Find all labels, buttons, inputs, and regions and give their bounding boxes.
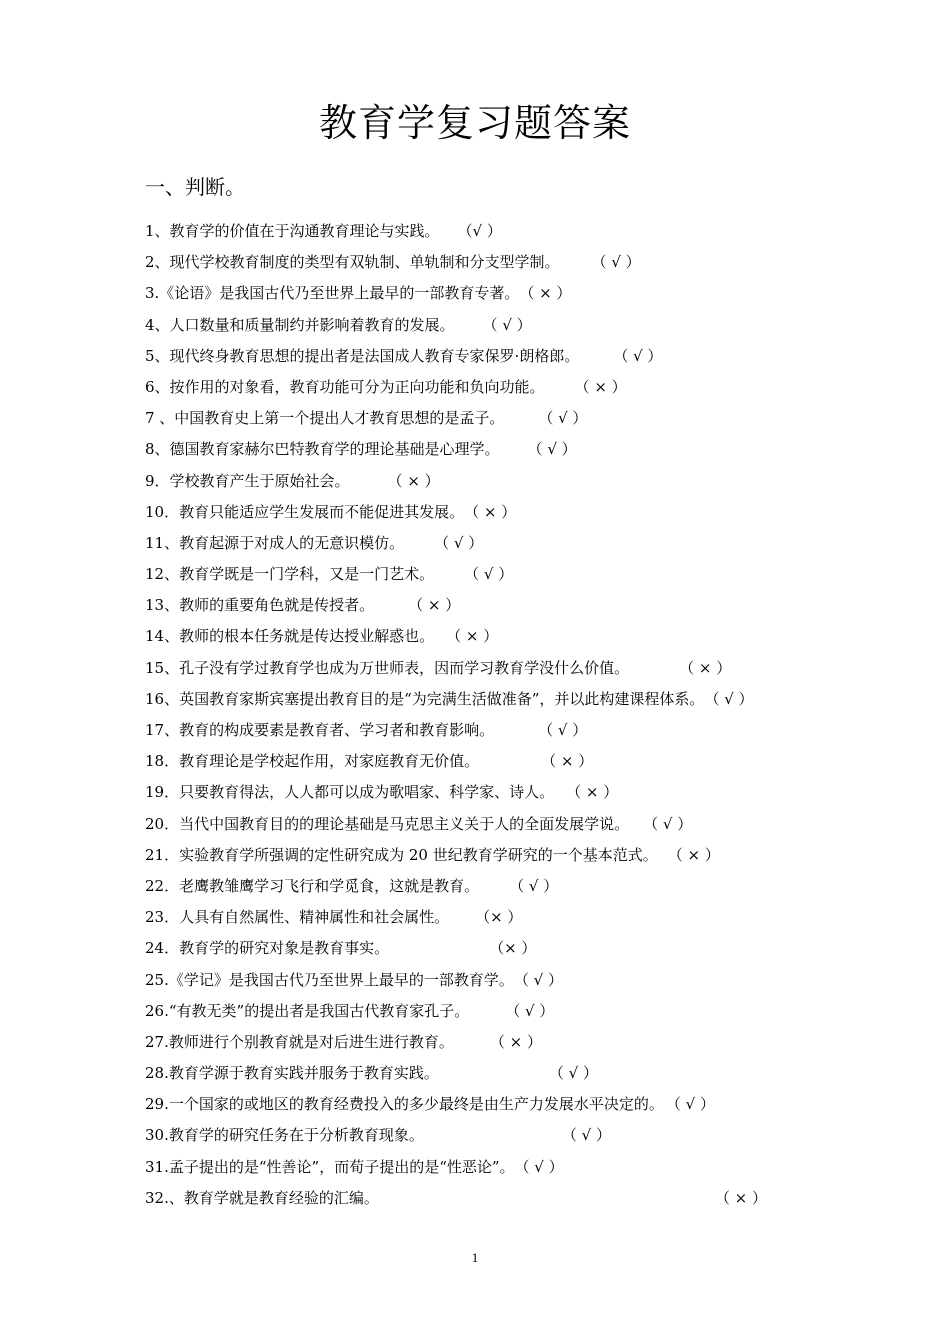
answer-mark: （ × ）: [387, 471, 440, 490]
question-text: 23．人具有自然属性、精神属性和社会属性。: [145, 908, 450, 927]
question-text: 17、教育的构成要素是教育者、学习者和教育影响。: [145, 721, 495, 739]
question-text: 10．教育只能适应学生发展而不能促进其发展。: [145, 502, 465, 521]
answer-mark: （ √ ）: [538, 409, 588, 428]
list-item: [145, 1120, 845, 1151]
list-item: [145, 777, 845, 808]
list-item: [145, 559, 845, 590]
answer-mark: （ √ ）: [505, 1001, 555, 1020]
answer-mark: （ × ）: [566, 783, 619, 802]
question-text: 20．当代中国教育目的的理论基础是马克思主义关于人的全面发展学说。: [145, 814, 630, 833]
answer-mark: （× ）: [489, 939, 537, 958]
question-text: 18．教育理论是学校起作用，对家庭教育无价值。: [145, 752, 480, 771]
question-text: 9．学校教育产生于原始社会。: [145, 471, 350, 490]
answer-mark: （× ）: [475, 908, 523, 927]
question-text: 22．老鹰教雏鹰学习飞行和学觅食，这就是教育。: [145, 876, 480, 895]
document-title: 教育学复习题答案: [318, 101, 631, 145]
list-item: [145, 216, 845, 247]
answer-mark: （ √ ）: [513, 970, 563, 989]
question-text: 7 、中国教育史上第一个提出人才教育思想的是孟子。: [145, 409, 505, 428]
answer-mark: （ √ ）: [704, 689, 754, 708]
answer-mark: （ √ ）: [434, 533, 484, 552]
answer-mark: （ √ ）: [665, 1095, 715, 1114]
question-text: 29.一个国家的或地区的教育经费投入的多少最终是由生产力发展水平决定的。: [145, 1095, 664, 1114]
question-text: 8、德国教育家赫尔巴特教育学的理论基础是心理学。: [145, 440, 500, 459]
answer-mark: （ √ ）: [464, 565, 514, 584]
list-item: [145, 341, 845, 372]
list-item: [145, 590, 845, 621]
question-text: 24．教育学的研究对象是教育事实。: [145, 939, 390, 958]
answer-mark: （ × ）: [489, 1032, 542, 1051]
question-text: 30.教育学的研究任务在于分析教育现象。: [145, 1126, 424, 1145]
list-item: [145, 434, 845, 465]
question-text: 1、教育学的价值在于沟通教育理论与实践。: [145, 222, 440, 240]
answer-mark: （ √ ）: [514, 1157, 564, 1176]
question-text: 13、教师的重要角色就是传授者。: [145, 596, 375, 615]
list-item: [145, 621, 845, 652]
list-item: [145, 310, 845, 341]
list-item: [145, 965, 845, 996]
question-text: 11、教育起源于对成人的无意识模仿。: [145, 533, 405, 552]
question-text: 14、教师的根本任务就是传达授业解惑也。: [145, 627, 435, 646]
list-item: [145, 684, 845, 715]
question-text: 15、孔子没有学过教育学也成为万世师表，因而学习教育学没什么价值。: [145, 658, 630, 677]
list-item: [145, 403, 845, 434]
list-item: [145, 653, 845, 684]
answer-mark: （ × ）: [714, 1188, 767, 1207]
list-item: [145, 278, 845, 309]
answer-mark: （ × ）: [574, 377, 627, 396]
question-text: 16、英国教育家斯宾塞提出教育目的是“为完满生活做准备”，并以此构建课程体系。: [145, 689, 705, 708]
answer-mark: （ √ ）: [591, 253, 641, 272]
answer-mark: （ × ）: [519, 284, 572, 303]
question-text: 21．实验教育学所强调的定性研究成为 20 世纪教育学研究的一个基本范式。: [145, 845, 658, 864]
list-item: [145, 1058, 845, 1089]
question-text: 4、人口数量和质量制约并影响着教育的发展。: [145, 315, 455, 334]
question-text: 32.、教育学就是教育经验的汇编。: [145, 1188, 379, 1207]
section-heading: 一、判断。: [145, 175, 245, 199]
list-item: [145, 715, 845, 746]
list-item: [145, 1152, 845, 1183]
answer-mark: （ √ ）: [509, 876, 559, 895]
question-list: [145, 216, 845, 1214]
list-item: [145, 840, 845, 871]
answer-mark: （ √ ）: [482, 315, 532, 334]
list-item: [145, 996, 845, 1027]
question-text: 3.《论语》是我国古代乃至世界上最早的一部教育专著。: [145, 284, 520, 303]
list-item: [145, 528, 845, 559]
list-item: [145, 497, 845, 528]
list-item: [145, 746, 845, 777]
list-item: [145, 1089, 845, 1120]
list-item: [145, 1183, 845, 1214]
question-text: 5、现代终身教育思想的提出者是法国成人教育专家保罗·朗格郎。: [145, 346, 580, 365]
list-item: [145, 372, 845, 403]
answer-mark: （ × ）: [679, 658, 732, 677]
question-text: 28.教育学源于教育实践并服务于教育实践。: [145, 1064, 439, 1083]
question-text: 25.《学记》是我国古代乃至世界上最早的一部教育学。: [145, 970, 514, 989]
answer-mark: （ √ ）: [613, 346, 663, 365]
list-item: [145, 466, 845, 497]
answer-mark: （ × ）: [464, 502, 517, 521]
list-item: [145, 902, 845, 933]
list-item: [145, 933, 845, 964]
answer-mark: （ √ ）: [561, 1126, 611, 1145]
answer-mark: （ √ ）: [643, 814, 693, 833]
list-item: [145, 809, 845, 840]
answer-mark: （ √ ）: [548, 1064, 598, 1083]
list-item: [145, 871, 845, 902]
list-item: [145, 1027, 845, 1058]
question-text: 27.教师进行个别教育就是对后进生进行教育。: [145, 1032, 454, 1051]
answer-mark: （ × ）: [408, 596, 461, 615]
question-text: 2、现代学校教育制度的类型有双轨制、单轨制和分支型学制。: [145, 253, 560, 272]
question-text: 26.“有教无类”的提出者是我国古代教育家孔子。: [145, 1001, 470, 1020]
list-item: [145, 247, 845, 278]
answer-mark: （ × ）: [446, 627, 499, 646]
question-text: 12、教育学既是一门学科，又是一门艺术。: [145, 565, 435, 584]
question-text: 31.孟子提出的是“性善论”，而荀子提出的是“性恶论”。: [145, 1157, 515, 1176]
question-text: 6、按作用的对象看，教育功能可分为正向功能和负向功能。: [145, 377, 545, 396]
page-number: 1: [471, 1250, 479, 1265]
answer-mark: （ √ ）: [538, 721, 588, 739]
answer-mark: （ × ）: [667, 845, 720, 864]
answer-mark: （ × ）: [541, 752, 594, 771]
question-text: 19．只要教育得法，人人都可以成为歌唱家、科学家、诗人。: [145, 783, 555, 802]
answer-mark: （√ ）: [457, 222, 502, 240]
answer-mark: （ √ ）: [527, 440, 577, 459]
